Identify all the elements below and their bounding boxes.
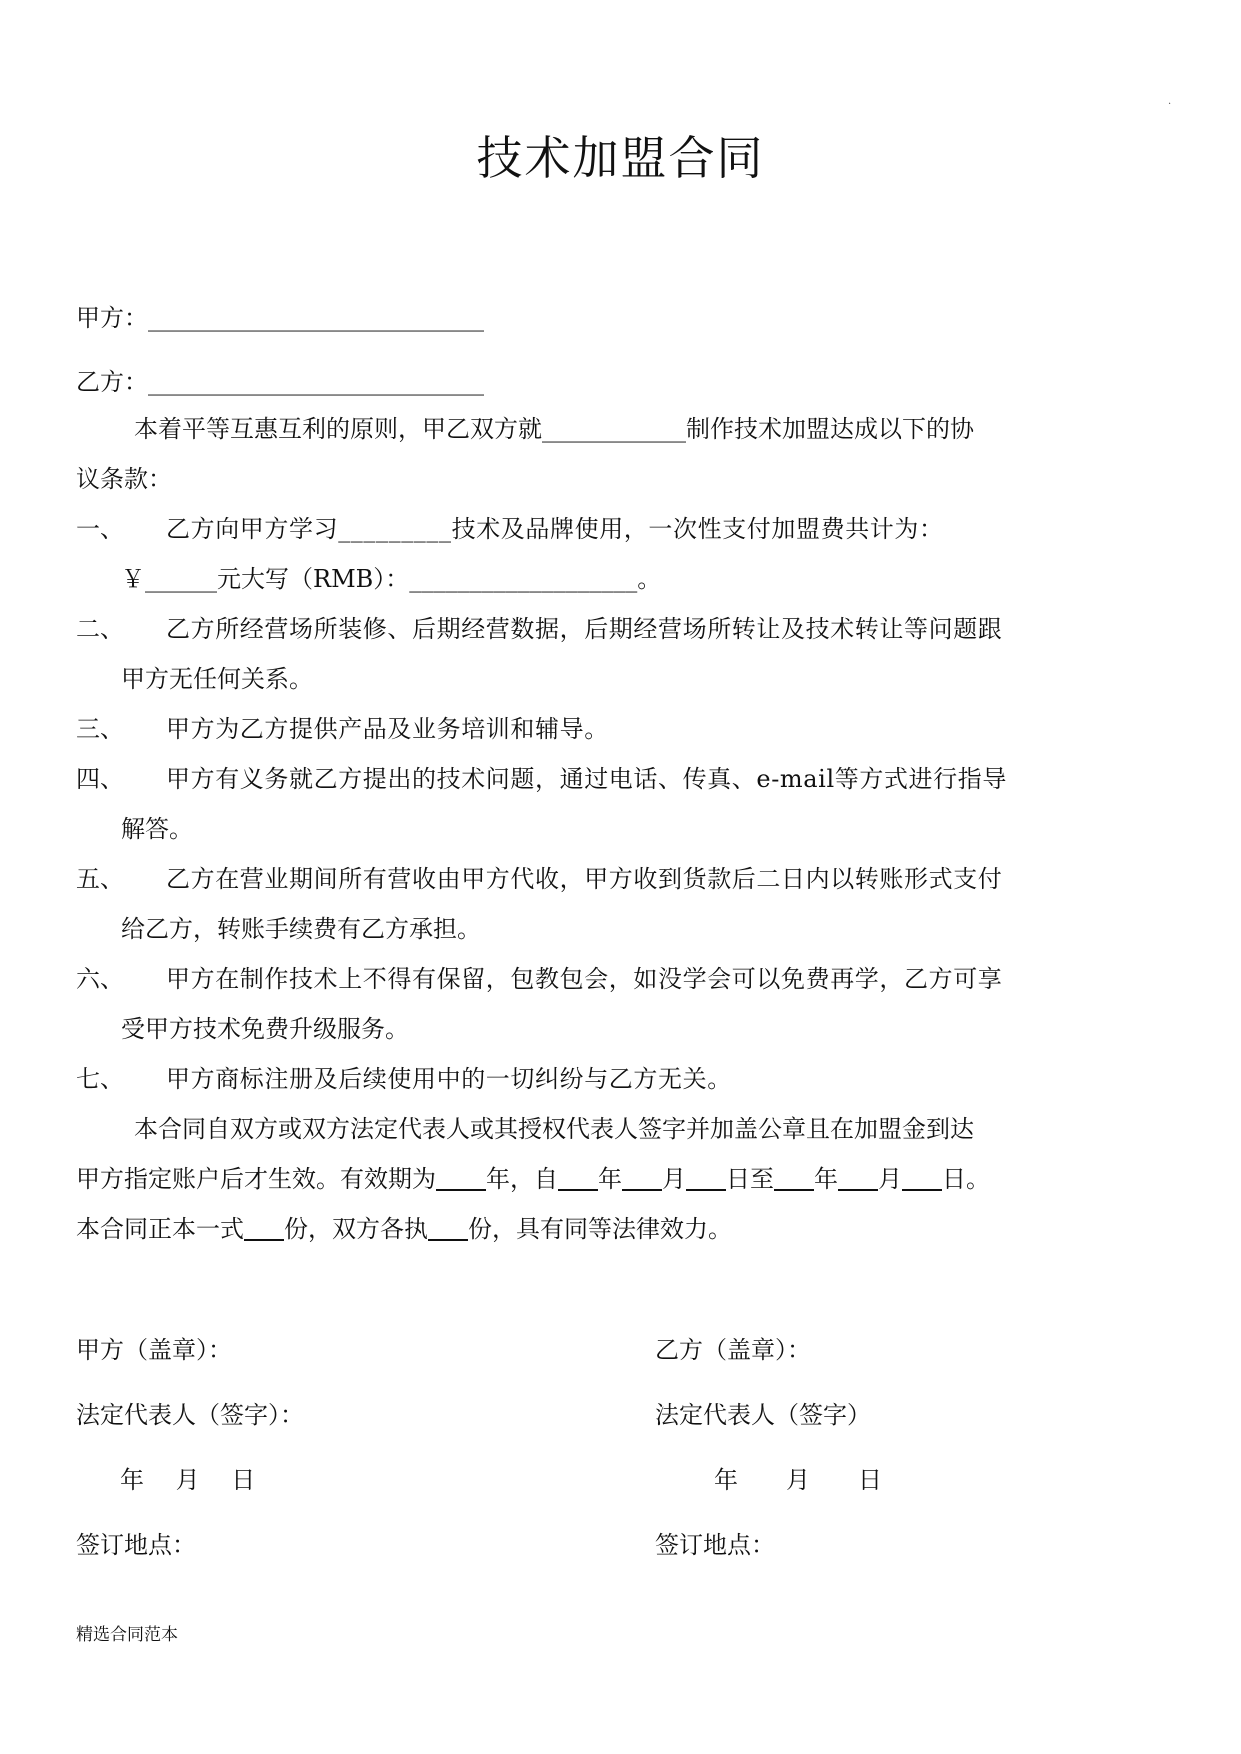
effect-line-1: 本合同自双方或双方法定代表人或其授权代表人签字并加盖公章且在加盟金到达 (134, 1115, 974, 1143)
clause-number: 三、 (76, 715, 124, 743)
effect-text: 年 (814, 1165, 838, 1193)
clause-7 (76, 1054, 1166, 1104)
page-title: 技术加盟合同 (476, 131, 765, 185)
party-b-seal: 乙方（盖章）： (655, 1336, 811, 1364)
clause-continuation: 甲方无任何关系。 (121, 665, 313, 693)
effect-text: 月 (662, 1165, 686, 1193)
party-b-place: 签订地点： (655, 1531, 775, 1559)
effect-line-2 (76, 1154, 1166, 1204)
clause-continuation: 给乙方，转账手续费有乙方承担。 (121, 915, 481, 943)
clause-2 (76, 604, 1166, 704)
blank-line[interactable] (774, 1165, 814, 1191)
clause-4 (76, 754, 1166, 854)
party-a-place: 签订地点： (76, 1531, 196, 1559)
blank-line[interactable] (244, 1215, 284, 1241)
clause-line: 乙方向甲方学习_________技术及品牌使用，一次性支付加盟费共计为： (166, 515, 944, 543)
blank-line[interactable] (622, 1165, 662, 1191)
effect-text: 份，双方各执 (284, 1215, 428, 1243)
clause-number: 二、 (76, 615, 124, 643)
clause-number: 六、 (76, 965, 124, 993)
effect-text: 甲方指定账户后才生效。有效期为 (76, 1165, 436, 1193)
clause-5 (76, 854, 1166, 954)
blank-line[interactable] (558, 1165, 598, 1191)
clause-line: 乙方所经营场所装修、后期经营数据，后期经营场所转让及技术转让等问题跟 (166, 615, 1003, 643)
clause-line: 甲方在制作技术上不得有保留，包教包会，如没学会可以免费再学，乙方可享 (166, 965, 1003, 993)
footer-text: 精选合同范本 (76, 1625, 178, 1645)
clause-number: 七、 (76, 1065, 124, 1093)
effect-text: 日至 (726, 1165, 774, 1193)
party-a-date: 年 月 日 (120, 1466, 256, 1494)
clause-line: 乙方在营业期间所有营收由甲方代收，甲方收到货款后二日内以转账形式支付 (166, 865, 1003, 893)
clause-line: 甲方为乙方提供产品及业务培训和辅导。 (166, 715, 609, 743)
clause-6 (76, 954, 1166, 1054)
effect-text: 日。 (942, 1165, 990, 1193)
clause-number: 五、 (76, 865, 124, 893)
intro-line-2: 议条款： (76, 465, 172, 493)
effect-line-3 (76, 1204, 1166, 1254)
clause-3 (76, 704, 1166, 754)
clause-continuation: 解答。 (121, 815, 193, 843)
clause-number: 一、 (76, 515, 124, 543)
blank-line[interactable] (838, 1165, 878, 1191)
party-a-line: 甲方：____________________________ (76, 304, 484, 332)
blank-line[interactable] (686, 1165, 726, 1191)
effect-paragraph (76, 1104, 1166, 1254)
party-a-representative: 法定代表人（签字）： (76, 1401, 304, 1429)
clause-1 (76, 504, 1166, 604)
clause-line: 甲方有义务就乙方提出的技术问题，通过电话、传真、e-mail等方式进行指导 (166, 765, 1007, 793)
effect-text: 本合同正本一式 (76, 1215, 244, 1243)
blank-line[interactable] (428, 1215, 468, 1241)
party-b-line: 乙方：____________________________ (76, 368, 484, 396)
corner-mark: . (1168, 96, 1172, 107)
effect-text: 月 (878, 1165, 902, 1193)
party-b-date: 年 月 日 (714, 1466, 882, 1494)
blank-line[interactable] (436, 1165, 486, 1191)
intro-paragraph (76, 404, 1166, 504)
blank-line[interactable] (902, 1165, 942, 1191)
clause-continuation: 受甲方技术免费升级服务。 (121, 1015, 409, 1043)
clause-continuation: ￥______元大写（RMB）：___________________。 (121, 565, 662, 593)
intro-line-1: 本着平等互惠互利的原则，甲乙双方就____________制作技术加盟达成以下的协 (134, 415, 974, 443)
party-b-representative: 法定代表人（签字） (655, 1401, 871, 1429)
clause-line: 甲方商标注册及后续使用中的一切纠纷与乙方无关。 (166, 1065, 732, 1093)
effect-text: 年 (598, 1165, 622, 1193)
clause-number: 四、 (76, 765, 124, 793)
effect-text: 年，自 (486, 1165, 558, 1193)
party-a-seal: 甲方（盖章）： (76, 1336, 232, 1364)
effect-text: 份，具有同等法律效力。 (468, 1215, 732, 1243)
